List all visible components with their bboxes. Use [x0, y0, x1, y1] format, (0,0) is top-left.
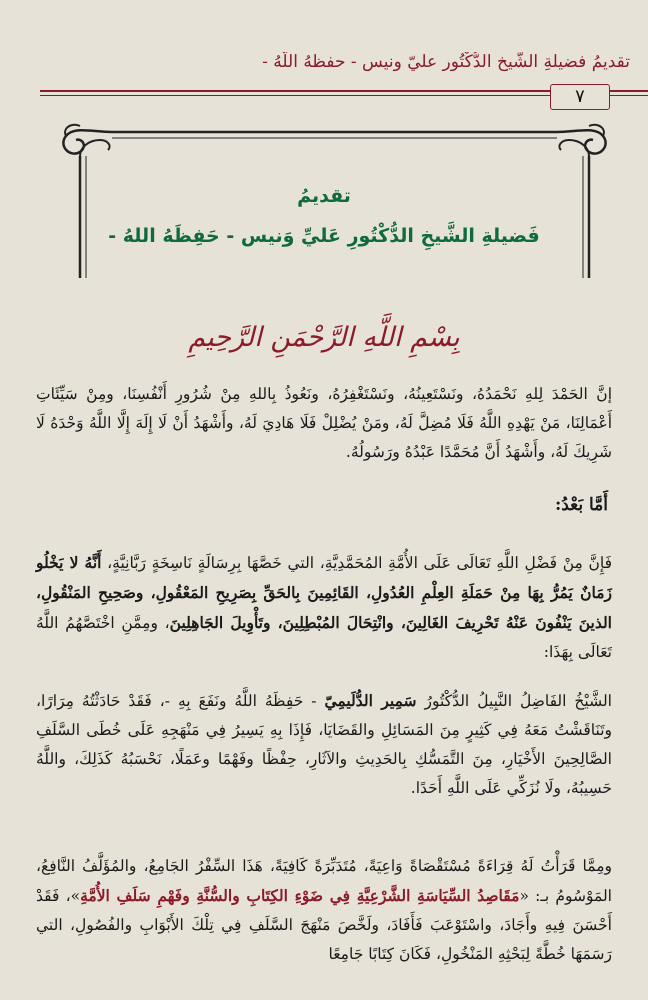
paragraph-virtue-end: ، ومِمَّنِ اخْتَصَّهُمُ اللَّهُ تَعَالَى بِهَذَا:: [36, 614, 612, 661]
paragraph-book-start: ومِمَّا قَرَأْتُ لَهُ قِرَاءَةً مُسْتَقْصَاةً وَاعِيَةً، مُتَدَبِّرَةً كَافِيَةً، هَذَا السِّفْرُ الجَامِعُ، والمُؤَلَّفُ النَّافِعُ، المَوْسُومُ بـ: «: [36, 857, 612, 905]
paragraph-opening: إنَّ الحَمْدَ لِلهِ نَحْمَدُهُ، ونَسْتَعِينُهُ، ونَسْتَغْفِرُهُ، ونَعُوذُ بِاللهِ مِنْ شُرُورِ أَنْفُسِنَا، ومِنْ سَيِّئَاتِ أَعْمَالِنَا، مَنْ يَهْدِهِ اللَّهُ فَلَا مُضِلَّ لَهُ، ومَنْ يُضْلِلْ فَلَا هَادِيَ لَهُ، وأَشْهَدُ أَنْ لَا إِلَهَ إِلَّا اللَّهُ وَحْدَهُ لَا شَرِيكَ لَهُ، وأَشْهَدُ أَنَّ مُحَمَّدًا عَبْدُهُ ورَسُولُهُ.: [36, 385, 612, 461]
basmala: بِسْمِ اللَّهِ الرَّحْمَنِ الرَّحِيمِ: [188, 322, 460, 353]
paragraph-book: [36, 852, 612, 969]
paragraph-virtue-bold: أَنَّهُ لا يَخْلُو زَمَانٌ يَمُرُّ بِهَا مِنْ حَمَلَةِ العِلْمِ العُدُولِ، القَائِمِينَ بِالحَقِّ بِصَرِيحِ المَعْقُولِ، وصَحِيحِ المَنْقُولِ، الذينَ يَنْفُونَ عَنْهُ تَحْرِيفَ الغَالِينَ، وانْتِحَالَ المُبْطِلِينَ، وتَأْوِيلَ الجَاهِلِينَ: [36, 553, 612, 632]
header-rule: [40, 84, 648, 110]
intro-subtitle: فَضيلةِ الشَّيخِ الدُّكْتُورِ عَليِّ وَنيس - حَفِظَهُ اللهُ -: [108, 225, 540, 247]
paragraph-virtue: [36, 548, 612, 667]
book-title: مَقَاصِدُ السِّيَاسَةِ الشَّرْعِيَّةِ فِي ضَوْءِ الكِتَابِ والسُّنَّةِ وفَهْمِ سَلَفِ الأُمَّةِ: [80, 886, 520, 905]
intro-title: تقديمُ: [297, 185, 351, 207]
paragraph-virtue-start: فَإِنَّ مِنْ فَضْلِ اللَّهِ تَعَالَى عَلَى الأُمَّةِ المُحَمَّدِيَّةِ، التي خَصَّهَا بِرِسَالَةٍ نَاسِخَةٍ رَبَّانِيَّةٍ،: [101, 554, 612, 572]
sheikh-name: سَمِير الدُّلَيمِيّ: [324, 691, 417, 710]
amma-baad-heading: أَمَّا بَعْدُ:: [554, 495, 608, 515]
paragraph-sheikh-start: الشَّيْخُ الفَاضِلُ النَّبِيلُ الدُّكْتُورُ: [416, 692, 612, 710]
page-number: ٧: [550, 84, 610, 110]
paragraph-sheikh: [36, 686, 612, 803]
running-title: تقديمُ فضيلةِ الشَّيخ الدُّكْتُور عليّ ونيس - حفظهُ اللّهُ -: [262, 52, 630, 72]
paragraph-book-end: »، فَقَدْ أَحْسَنَ فِيهِ وأَجَادَ، واسْتَوْعَبَ فَأَفَادَ، ولَخَّصَ مَنْهَجَ السَّلَفِ فِي تِلْكَ الأَبْوَابِ والفُصُولِ، التي رَسَمَهَا خُطَّةً لِبَحْثِهِ المَنْخُولِ، فَكَانَ كِتَابًا جَامِعًا: [36, 887, 612, 963]
paragraph-sheikh-end: - حَفِظَهُ اللَّهُ ونَفَعَ بِهِ -، فَقَدْ حَادَثْتُهُ مِرَارًا، وتَنَاقَشْتُ مَعَهُ فِي كَثِيرٍ مِنَ المَسَائِلِ والقَضَايَا، فَإِذَا بِهِ يَسِيرُ فِي مَنْهَجِهِ عَلَى خُطَى السَّلَفِ الصَّالِحِينَ الأَخْيَارِ، مِنَ التَّمَسُّكِ بِالحَدِيثِ والآثَارِ، حِفْظًا وفَهْمًا وعَمَلًا، نَحْسَبُهُ كَذَلِكَ، واللَّهُ حَسِيبُهُ، ولَا نُزَكِّي عَلَى اللَّهِ أَحَدًا.: [36, 692, 612, 797]
